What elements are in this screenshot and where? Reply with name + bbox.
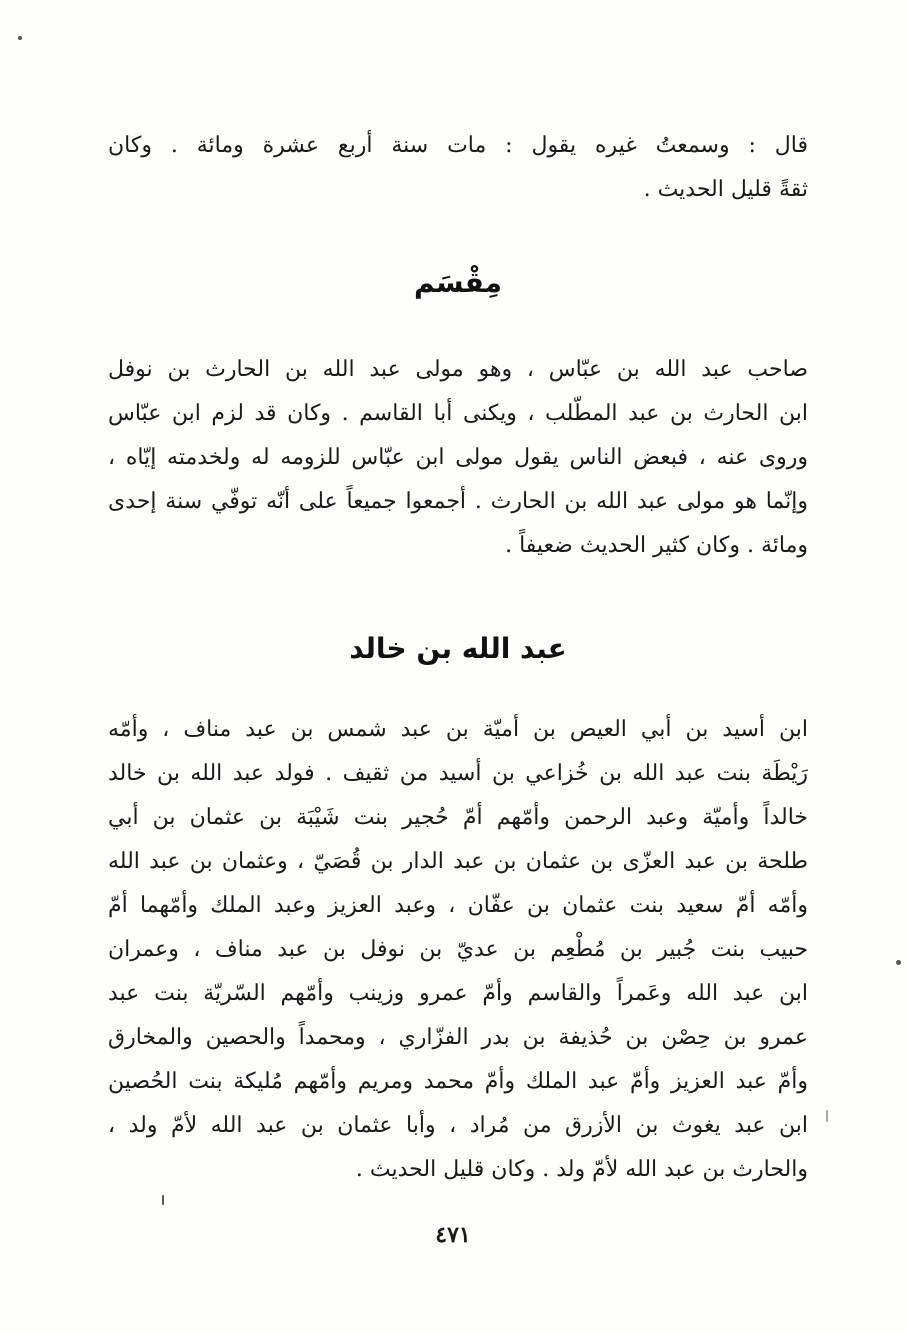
entry-heading: عبد الله بن خالد <box>349 632 567 665</box>
text-line: طلحة بن عبد العزّى بن عثمان بن عبد الدار بن قُصَيّ ، وعثمان بن عبد الله <box>108 849 808 874</box>
text-line: ثقةً قليل الحديث . <box>643 177 808 202</box>
scan-speck <box>896 960 901 965</box>
text-line: صاحب عبد الله بن عبّاس ، وهو مولى عبد الله بن الحارث بن نوفل <box>108 357 808 382</box>
text-line: والحارث بن عبد الله لأمّ ولد . وكان قليل الحديث . <box>355 1157 808 1182</box>
scan-speck <box>18 36 22 40</box>
text-line: وإنّما هو مولى عبد الله بن الحارث . أجمعوا جميعاً على أنّه توفّي سنة إحدى <box>108 489 808 514</box>
scan-speck <box>162 1195 164 1205</box>
text-line: ابن الحارث بن عبد المطّلب ، ويكنى أبا القاسم . وكان قد لزم ابن عبّاس <box>108 401 808 426</box>
page-number: ٤٧١ <box>435 1222 471 1248</box>
text-line: خالداً وأميّة وعبد الرحمن وأمّهم أمّ حُجير بنت شَيْبَة بن عثمان بن أبي <box>108 805 808 830</box>
entry-body <box>108 348 808 568</box>
text-line: ابن أسيد بن أبي العيص بن أميّة بن عبد شمس بن عبد مناف ، وأمّه <box>108 717 808 742</box>
text-line: رَيْطَة بنت عبد الله بن خُزاعي بن أسيد من ثقيف . فولد عبد الله بن خالد <box>108 761 809 786</box>
text-line: ابن عبد الله وعَمراً والقاسم وأمّ عمرو وزينب وأمّهم السّريّة بنت عبد <box>108 981 808 1006</box>
text-line: حبيب بنت جُبير بن مُطْعِم بن عديّ بن نوفل بن عبد مناف ، وعمران <box>108 937 808 962</box>
text-line: وروى عنه ، فبعض الناس يقول مولى ابن عبّاس للزومه له ولخدمته إيّاه ، <box>108 445 808 470</box>
text-line: ابن عبد يغوث بن الأزرق من مُراد ، وأبا عثمان بن عبد الله لأمّ ولد ، <box>108 1113 808 1138</box>
text-line: عمرو بن حِصْن بن حُذيفة بن بدر الفزّاري ، ومحمداً والحصين والمخارق <box>108 1025 808 1050</box>
text-line: قال : وسمعتُ غيره يقول : مات سنة أربع عشرة ومائة . وكان <box>108 133 808 158</box>
text-line: وأمّ عبد العزيز وأمّ عبد الملك وأمّ محمد ومريم وأمّهم مُليكة بنت الحُصين <box>108 1069 808 1094</box>
scan-speck <box>826 1110 828 1122</box>
entry-body <box>108 708 808 1192</box>
text-line: وأمّه أمّ سعيد بنت عثمان بن عفّان ، وعبد العزيز وعبد الملك وأمّهما أمّ <box>108 893 808 918</box>
entry-continuation <box>108 124 808 212</box>
entry-heading: مِقْسَم <box>414 266 502 299</box>
text-line: ومائة . وكان كثير الحديث ضعيفاً . <box>505 533 808 558</box>
